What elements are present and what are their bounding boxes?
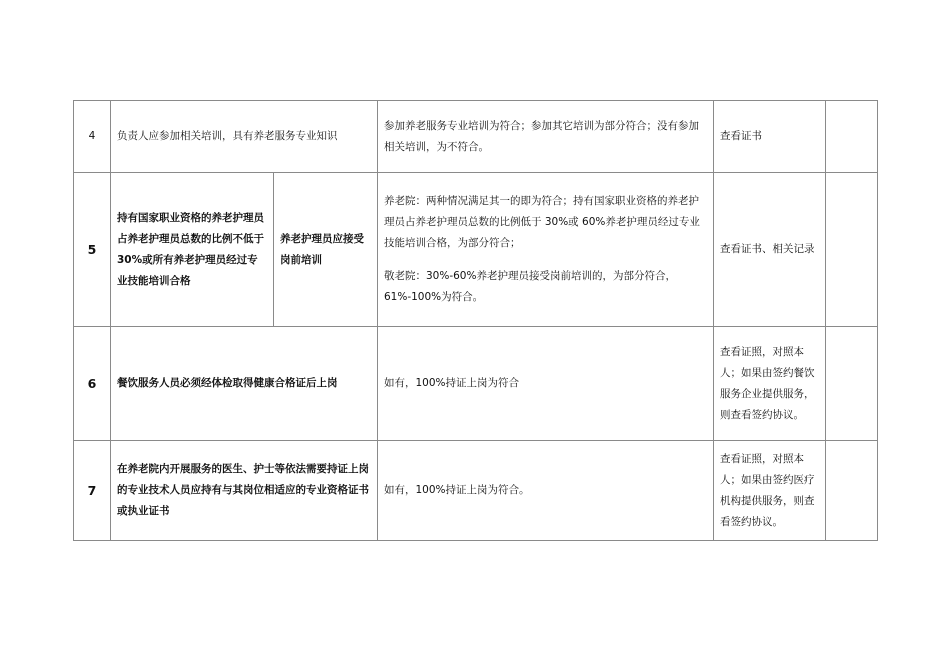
row-number: 5: [74, 173, 111, 327]
requirement-cell: 餐饮服务人员必须经体检取得健康合格证后上岗: [111, 327, 378, 441]
criteria-cell: 如有，100%持证上岗为符合: [378, 327, 714, 441]
table-row: [74, 327, 878, 441]
row-number: 6: [74, 327, 111, 441]
table-row: [74, 173, 878, 327]
method-cell: 查看证书: [714, 101, 826, 173]
criteria-cell: 如有，100%持证上岗为符合。: [378, 441, 714, 541]
criteria-cell: [378, 173, 714, 327]
row-number: 7: [74, 441, 111, 541]
table-row: [74, 441, 878, 541]
method-cell: 查看证照，对照本人；如果由签约医疗机构提供服务，则查看签约协议。: [714, 441, 826, 541]
empty-cell: [826, 101, 878, 173]
empty-cell: [826, 441, 878, 541]
criteria-cell: 参加养老服务专业培训为符合；参加其它培训为部分符合；没有参加相关培训，为不符合。: [378, 101, 714, 173]
criteria-paragraph: 养老院：两种情况满足其一的即为符合；持有国家职业资格的养老护理员占养老护理员总数的比例低于 30%或 60%养老护理员经过专业技能培训合格，为部分符合；: [384, 195, 700, 249]
requirement-cell: 负责人应参加相关培训，具有养老服务专业知识: [111, 101, 378, 173]
method-cell: 查看证照，对照本人；如果由签约餐饮服务企业提供服务，则查看签约协议。: [714, 327, 826, 441]
table-row: [74, 101, 878, 173]
empty-cell: [826, 173, 878, 327]
standards-table: [73, 100, 878, 541]
method-cell: 查看证书、相关记录: [714, 173, 826, 327]
requirement-cell: 在养老院内开展服务的医生、护士等依法需要持证上岗的专业技术人员应持有与其岗位相适应的专业资格证书或执业证书: [111, 441, 378, 541]
empty-cell: [826, 327, 878, 441]
row-number: 4: [74, 101, 111, 173]
sub-requirement-cell: 养老护理员应接受岗前培训: [274, 173, 378, 327]
criteria-paragraph: 敬老院：30%-60%养老护理员接受岗前培训的，为部分符合，61%-100%为符合。: [384, 270, 676, 303]
requirement-cell: 持有国家职业资格的养老护理员占养老护理员总数的比例不低于 30%或所有养老护理员经过专业技能培训合格: [111, 173, 274, 327]
